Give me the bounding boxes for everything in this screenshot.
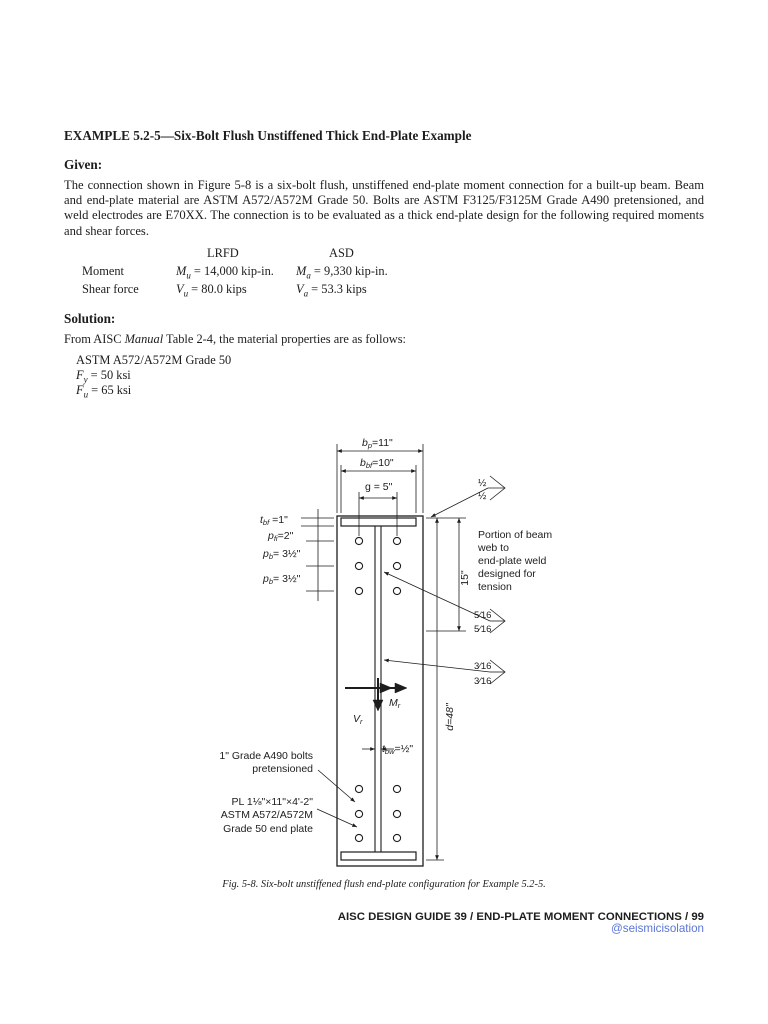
- given-heading: Given:: [64, 157, 103, 172]
- portion-label-line-1: Portion of beam: [478, 529, 553, 541]
- fy-value: $F_y = 50$ ksi: [76, 368, 131, 385]
- bolt-hole: [355, 785, 362, 792]
- portion-label-line-2: web to: [478, 542, 509, 554]
- bolt-hole: [393, 537, 400, 544]
- bottom-flange: [341, 852, 416, 860]
- bolt-hole: [355, 537, 362, 544]
- top-weld-size-other-side: ½: [478, 491, 487, 502]
- low-weld-size-other-side: 3⁄16: [474, 676, 492, 687]
- bolt-hole: [393, 587, 400, 594]
- moment-row-label: Moment: [82, 264, 124, 278]
- tbf-label: tbf =1": [260, 514, 288, 527]
- portion-label-line-3: end-plate weld: [478, 555, 547, 567]
- bolt-hole: [393, 834, 400, 841]
- bolt-hole: [355, 587, 362, 594]
- moment-label: Mr: [389, 697, 401, 710]
- plate-label-line-2: ASTM A572/A572M: [220, 809, 313, 821]
- lrfd-column-header: LRFD: [207, 246, 239, 260]
- web-thickness-label: tbw=½": [382, 743, 414, 756]
- given-paragraph: The connection shown in Figure 5-8 is a six-bolt flush, unstiffened end-plate moment connection for a built-up beam. Beam and end-plate material are ASTM A572/A572M Grade 50. Bolts are ASTM F3125/F3125M Grade A490 pretensioned, and weld electrodes are E70XX. The connection is to be evaluated as a thick end-plate design for the following required moments and shear forces.: [64, 178, 704, 238]
- bp-label: bp=11": [362, 437, 393, 450]
- watermark: @seismicisolation: [611, 922, 704, 935]
- top-flange: [341, 518, 416, 526]
- low-weld-size-arrow-side: 3⁄16: [474, 661, 492, 672]
- bolt-hole: [355, 834, 362, 841]
- plate-label-line-3: Grade 50 end plate: [223, 823, 313, 835]
- solution-intro: From AISC Manual Table 2-4, the material properties are as follows:: [64, 332, 406, 346]
- fu-value: $F_u = 65$ ksi: [76, 383, 132, 400]
- shear-row-label: Shear force: [82, 282, 139, 296]
- bolt-hole: [393, 785, 400, 792]
- end-plate-drawing: [219, 430, 553, 870]
- mid-weld-size-other-side: 5⁄16: [474, 624, 492, 635]
- gage-label: g = 5": [365, 481, 393, 493]
- pb-label-1: pb= 3½": [263, 548, 301, 561]
- moment-lrfd-value: $M_u = 14,000$ kip-in.: [176, 264, 274, 281]
- solution-heading: Solution:: [64, 311, 116, 326]
- moment-asd-value: $M_a = 9,330$ kip-in.: [296, 264, 388, 281]
- bbf-label: bbf=10": [360, 457, 394, 470]
- shear-lrfd-value: $V_u = 80.0$ kips: [176, 282, 247, 299]
- bolts-label-line-2: pretensioned: [252, 763, 313, 775]
- moment-arrow-head-outer: [395, 683, 407, 693]
- bolt-hole: [393, 562, 400, 569]
- shear-label: Vr: [353, 713, 363, 726]
- bolts-label-line-1: 1" Grade A490 bolts: [219, 750, 313, 762]
- bolt-hole: [393, 810, 400, 817]
- top-weld-size-arrow-side: ½: [478, 478, 487, 489]
- page-footer: AISC DESIGN GUIDE 39 / END-PLATE MOMENT CONNECTIONS / 99: [337, 911, 704, 923]
- pb-label-2: pb= 3½": [263, 573, 301, 586]
- bolt-hole: [355, 810, 362, 817]
- portion-label-line-5: tension: [478, 581, 512, 593]
- mid-weld-size-arrow-side: 5⁄16: [474, 610, 492, 621]
- shear-asd-value: $V_a = 53.3$ kips: [296, 282, 367, 299]
- example-title: EXAMPLE 5.2-5—Six-Bolt Flush Unstiffened Thick End-Plate Example: [64, 128, 472, 143]
- figure-5-8: [219, 430, 553, 875]
- moment-arrow-head-inner: [380, 683, 392, 693]
- tension-zone-label: 15": [459, 570, 471, 586]
- asd-column-header: ASD: [329, 246, 354, 260]
- depth-label: d=48": [444, 703, 456, 731]
- portion-label-line-4: designed for: [478, 568, 536, 580]
- material-grade: ASTM A572/A572M Grade 50: [76, 353, 232, 367]
- bolt-hole: [355, 562, 362, 569]
- plate-label-line-1: PL 1⅛"×11"×4'-2": [231, 796, 313, 808]
- pfi-label: pfi=2": [268, 530, 294, 543]
- figure-caption: Fig. 5-8. Six-bolt unstiffened flush end-plate configuration for Example 5.2-5.: [222, 879, 546, 890]
